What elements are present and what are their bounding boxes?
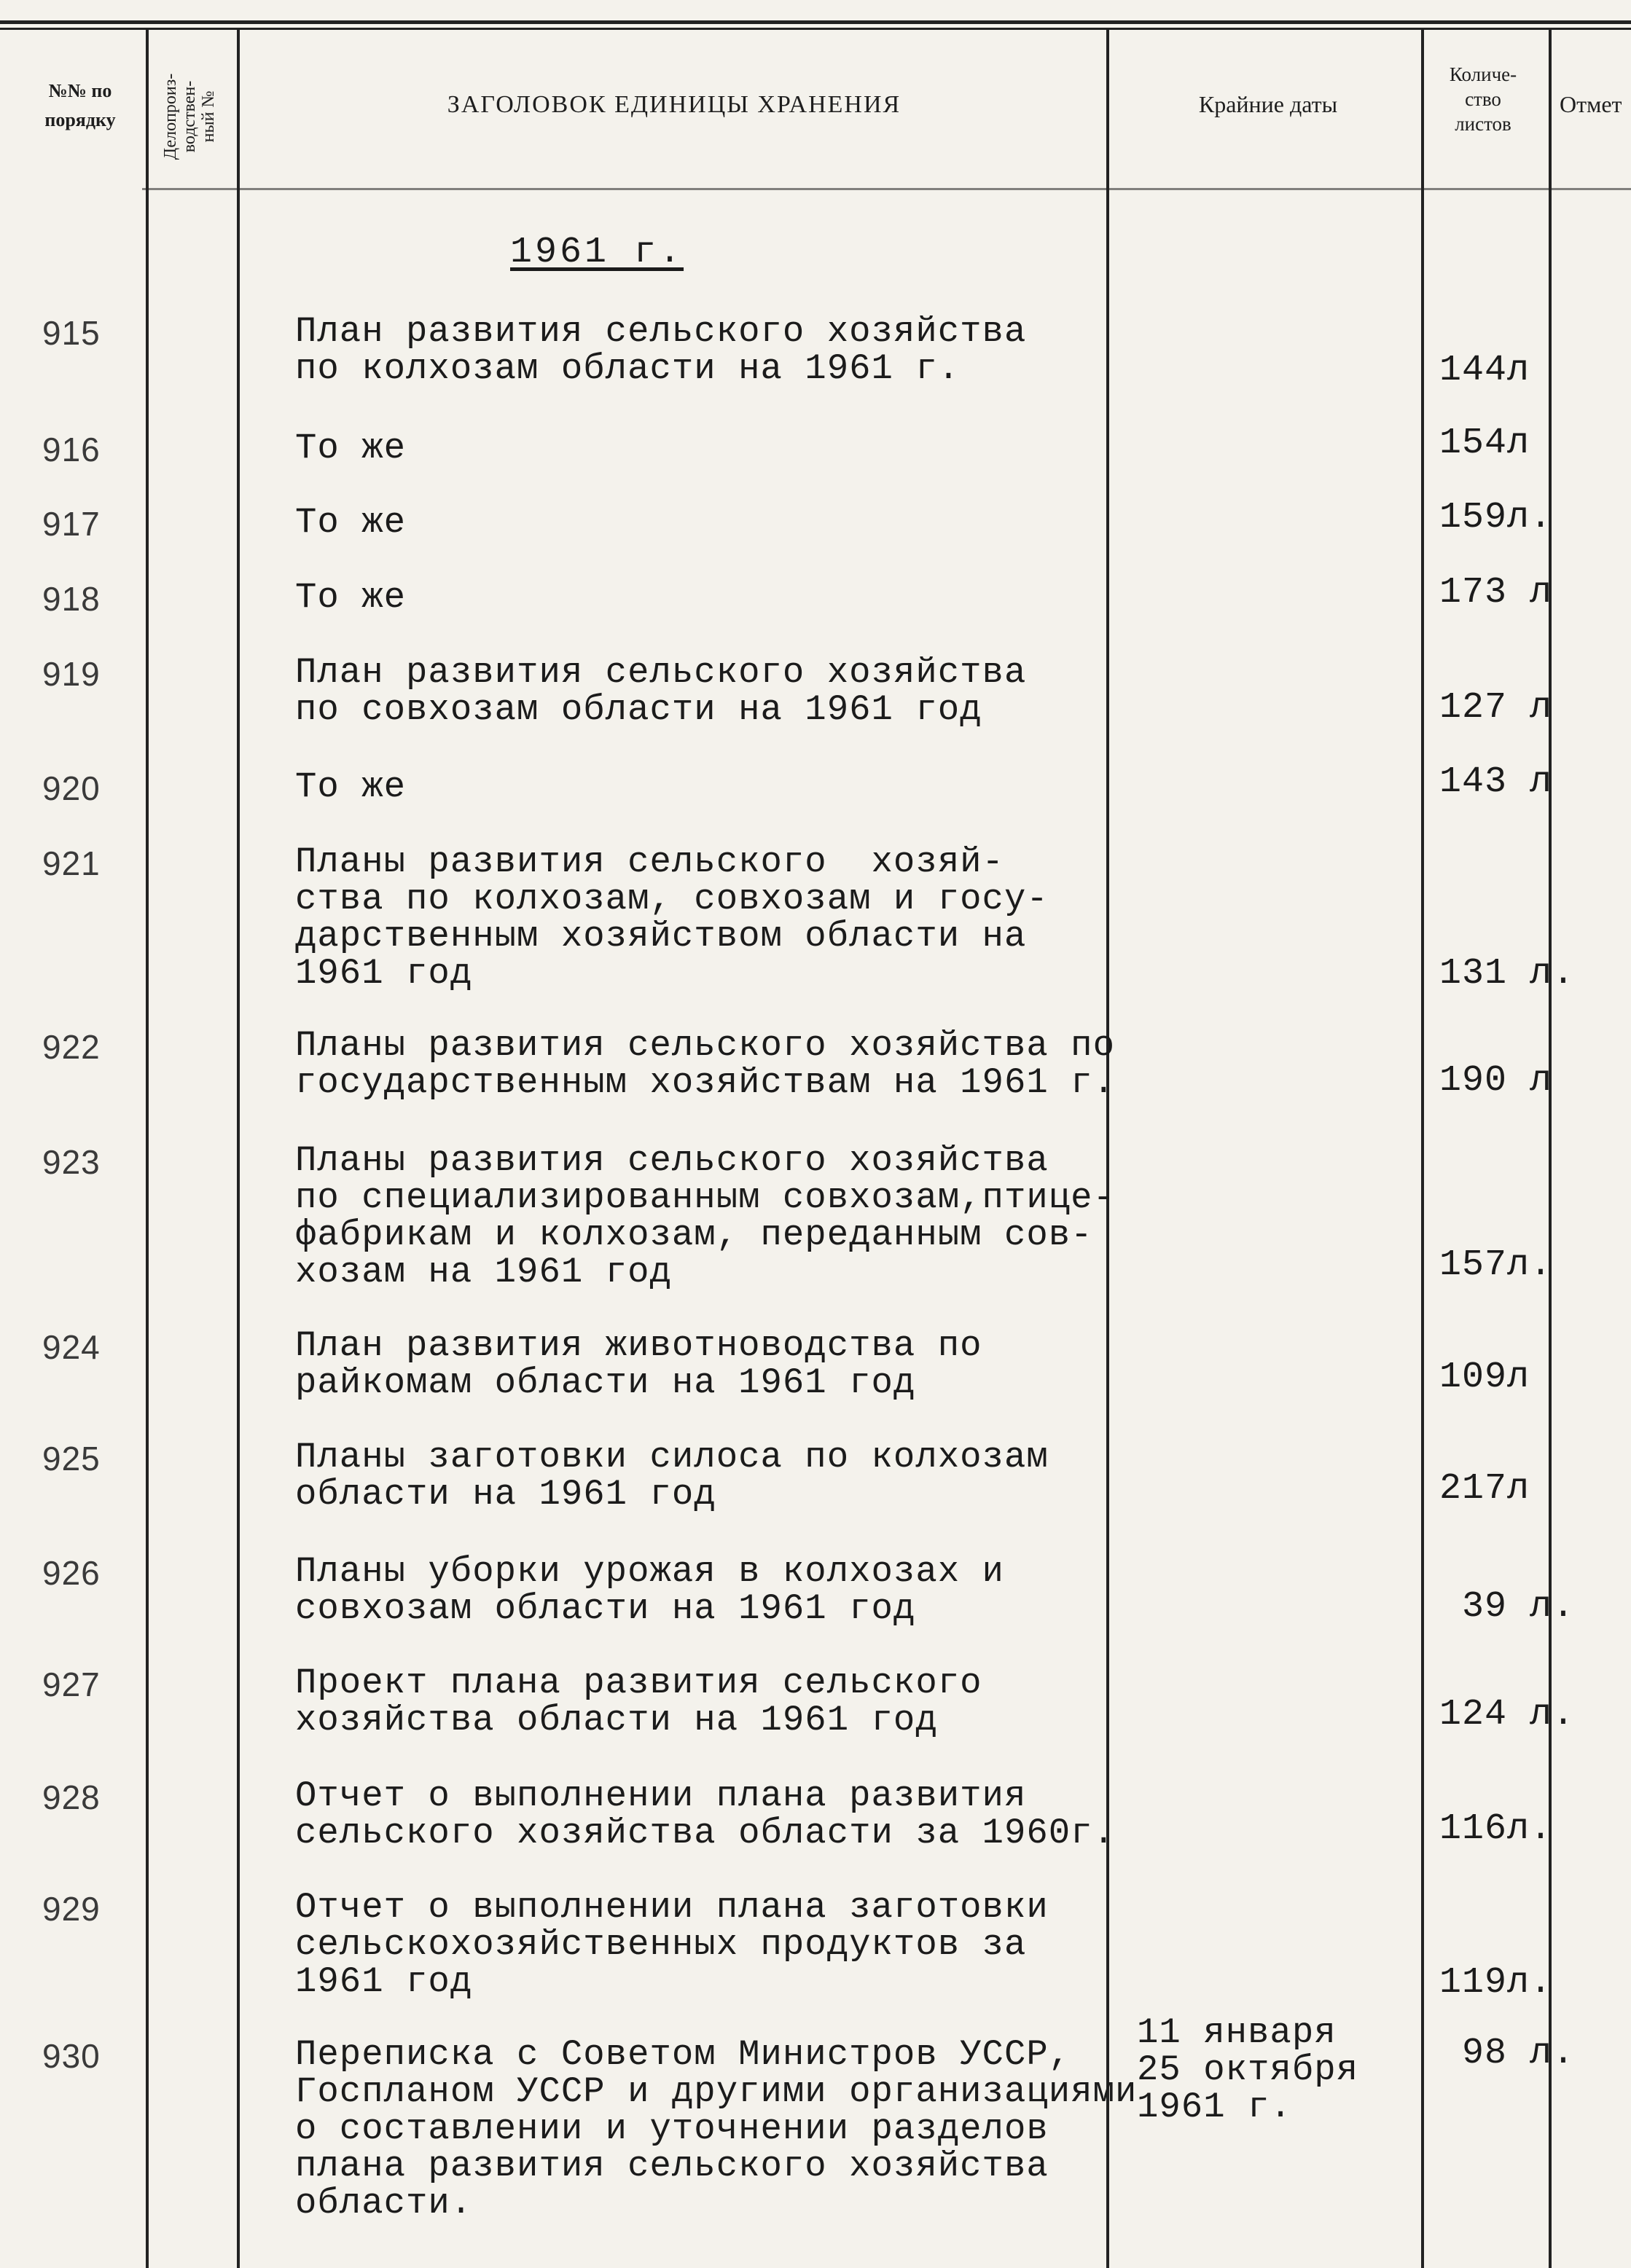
row-title-line: То же [295, 428, 407, 468]
row-sheet-count: 119л. [1439, 1962, 1553, 2004]
row-title [295, 504, 1155, 541]
row-title [295, 1553, 1155, 1628]
header-office-number-column [149, 36, 230, 197]
row-sheet-count: 131 л. [1439, 953, 1576, 994]
row-number: 929 [42, 1890, 101, 1928]
row-title [295, 766, 1155, 807]
column-divider-dates [1421, 28, 1424, 2268]
row-title-line: по совхозам области на 1961 год [295, 689, 982, 730]
row-title [295, 1142, 1155, 1291]
row-title [295, 1027, 1155, 1102]
row-title-line: 1961 год [295, 953, 473, 994]
row-date-line: 11 января [1137, 2012, 1337, 2053]
row-number: 921 [42, 844, 101, 882]
row-title-line: сельскохозяйственных продуктов за [295, 1924, 1027, 1965]
row-title-line: по колхозам области на 1961 г. [295, 348, 961, 389]
row-sheet-count: 143 л [1439, 761, 1553, 803]
row-title [295, 654, 1155, 729]
row-number: 922 [42, 1028, 101, 1066]
row-sheet-count: 159л. [1439, 497, 1553, 538]
header-count-line-1: Количе- [1449, 63, 1517, 85]
row-number: 923 [42, 1143, 101, 1181]
header-rule-top [0, 28, 1631, 30]
row-title-line: ства по колхозам, совхозам и госу- [295, 879, 1049, 919]
row-title [295, 1775, 1155, 1853]
top-rule [0, 20, 1631, 24]
header-count-line-3: листов [1455, 113, 1511, 135]
row-title [295, 1439, 1155, 1513]
row-title-line: о составлении и уточнении разделов [295, 2108, 1049, 2149]
row-title-line: Переписка с Советом Министров УССР, [295, 2034, 1071, 2075]
row-number: 924 [42, 1328, 101, 1366]
row-title-line: План развития животноводства по [295, 1325, 982, 1366]
row-number: 930 [42, 2037, 101, 2075]
header-rule-bottom [142, 188, 1631, 190]
row-title-line: То же [295, 502, 407, 543]
row-title-line: фабрикам и колхозам, переданным сов- [295, 1215, 1093, 1255]
row-title-line: План развития сельского хозяйства [295, 652, 1027, 693]
row-sheet-count: 190 л [1439, 1060, 1553, 1102]
row-number: 919 [42, 655, 101, 693]
row-number: 928 [42, 1778, 101, 1816]
row-number: 915 [42, 314, 101, 352]
row-title-line: Планы заготовки силоса по колхозам [295, 1437, 1049, 1478]
row-title-line: Отчет о выполнении плана заготовки [295, 1887, 1049, 1928]
row-number: 918 [42, 580, 101, 618]
row-title [295, 1889, 1155, 2001]
row-sheet-count: 39 л. [1439, 1586, 1576, 1628]
row-sheet-count: 127 л [1439, 687, 1553, 729]
row-sheet-count: 144л [1439, 350, 1530, 391]
row-title-line: хозам на 1961 год [295, 1252, 672, 1292]
row-title-line: дарственным хозяйством области на [295, 916, 1027, 957]
row-sheet-count: 98 л. [1439, 2033, 1576, 2074]
row-title-line: государственным хозяйствам на 1961 г. [295, 1062, 1115, 1103]
row-sheet-count: 116л. [1439, 1808, 1553, 1850]
row-title-line: Проект плана развития сельского [295, 1663, 982, 1703]
row-sheet-count: 173 л [1439, 572, 1553, 613]
header-number-line-2: порядку [44, 109, 116, 130]
header-number-line-1: №№ по [48, 80, 112, 101]
header-office-number-label: Делопроиз- водствен- ный № [161, 73, 218, 160]
row-title-line: Отчет о выполнении плана развития [295, 1775, 1027, 1816]
row-title-line: хозяйства области на 1961 год [295, 1700, 938, 1741]
row-title-line: Планы развития сельского хозяйства по [295, 1025, 1115, 1066]
row-title-line: План развития сельского хозяйства [295, 311, 1027, 352]
row-sheet-count: 157л. [1439, 1244, 1553, 1286]
column-divider-number [146, 28, 149, 2268]
row-title-line: сельского хозяйства области за 1960г. [295, 1813, 1115, 1853]
row-title-line: совхозам области на 1961 год [295, 1588, 916, 1629]
row-title-line: Планы развития сельского хозяй- [295, 841, 1004, 882]
row-title-line: Госпланом УССР и другими организациями [295, 2071, 1138, 2112]
row-sheet-count: 124 л. [1439, 1694, 1576, 1735]
row-sheet-count: 154л [1439, 423, 1530, 464]
row-title-line: То же [295, 766, 407, 807]
row-number: 925 [42, 1440, 101, 1478]
row-number: 917 [42, 505, 101, 543]
row-title-line: Планы развития сельского хозяйства [295, 1140, 1049, 1181]
header-count-column [1425, 62, 1541, 136]
row-title [295, 579, 1155, 616]
row-date-range [1137, 2014, 1443, 2126]
year-heading: 1961 г. [510, 232, 684, 273]
row-title-line: 1961 год [295, 1961, 473, 2002]
row-date-line: 25 октября [1137, 2049, 1359, 2090]
row-date-line: 1961 г. [1137, 2087, 1292, 2127]
row-title [295, 841, 1155, 994]
header-title-column: ЗАГОЛОВОК ЕДИНИЦЫ ХРАНЕНИЯ [447, 91, 901, 118]
row-title [295, 430, 1155, 467]
header-dates-column: Крайние даты [1198, 91, 1338, 117]
row-title [295, 1665, 1155, 1739]
column-divider-office [237, 28, 240, 2268]
row-title-line: плана развития сельского хозяйства [295, 2146, 1049, 2186]
row-number: 916 [42, 431, 101, 468]
row-sheet-count: 109л [1439, 1357, 1530, 1398]
row-title [295, 1327, 1155, 1402]
row-sheet-count: 217л [1439, 1468, 1530, 1510]
header-mark-column: Отмет [1560, 91, 1622, 117]
row-number: 927 [42, 1665, 101, 1703]
row-title [295, 2036, 1155, 2222]
header-number-column [22, 76, 138, 135]
header-count-line-2: ство [1465, 88, 1501, 110]
row-title-line: райкомам области на 1961 год [295, 1362, 916, 1403]
row-title-line: области на 1961 год [295, 1474, 716, 1515]
row-number: 926 [42, 1554, 101, 1592]
row-title-line: области. [295, 2183, 473, 2224]
row-title-line: по специализированным совхозам,птице- [295, 1177, 1115, 1218]
row-title-line: Планы уборки урожая в колхозах и [295, 1551, 1004, 1592]
row-title [295, 313, 1155, 388]
row-number: 920 [42, 769, 101, 807]
row-title-line: То же [295, 577, 407, 618]
